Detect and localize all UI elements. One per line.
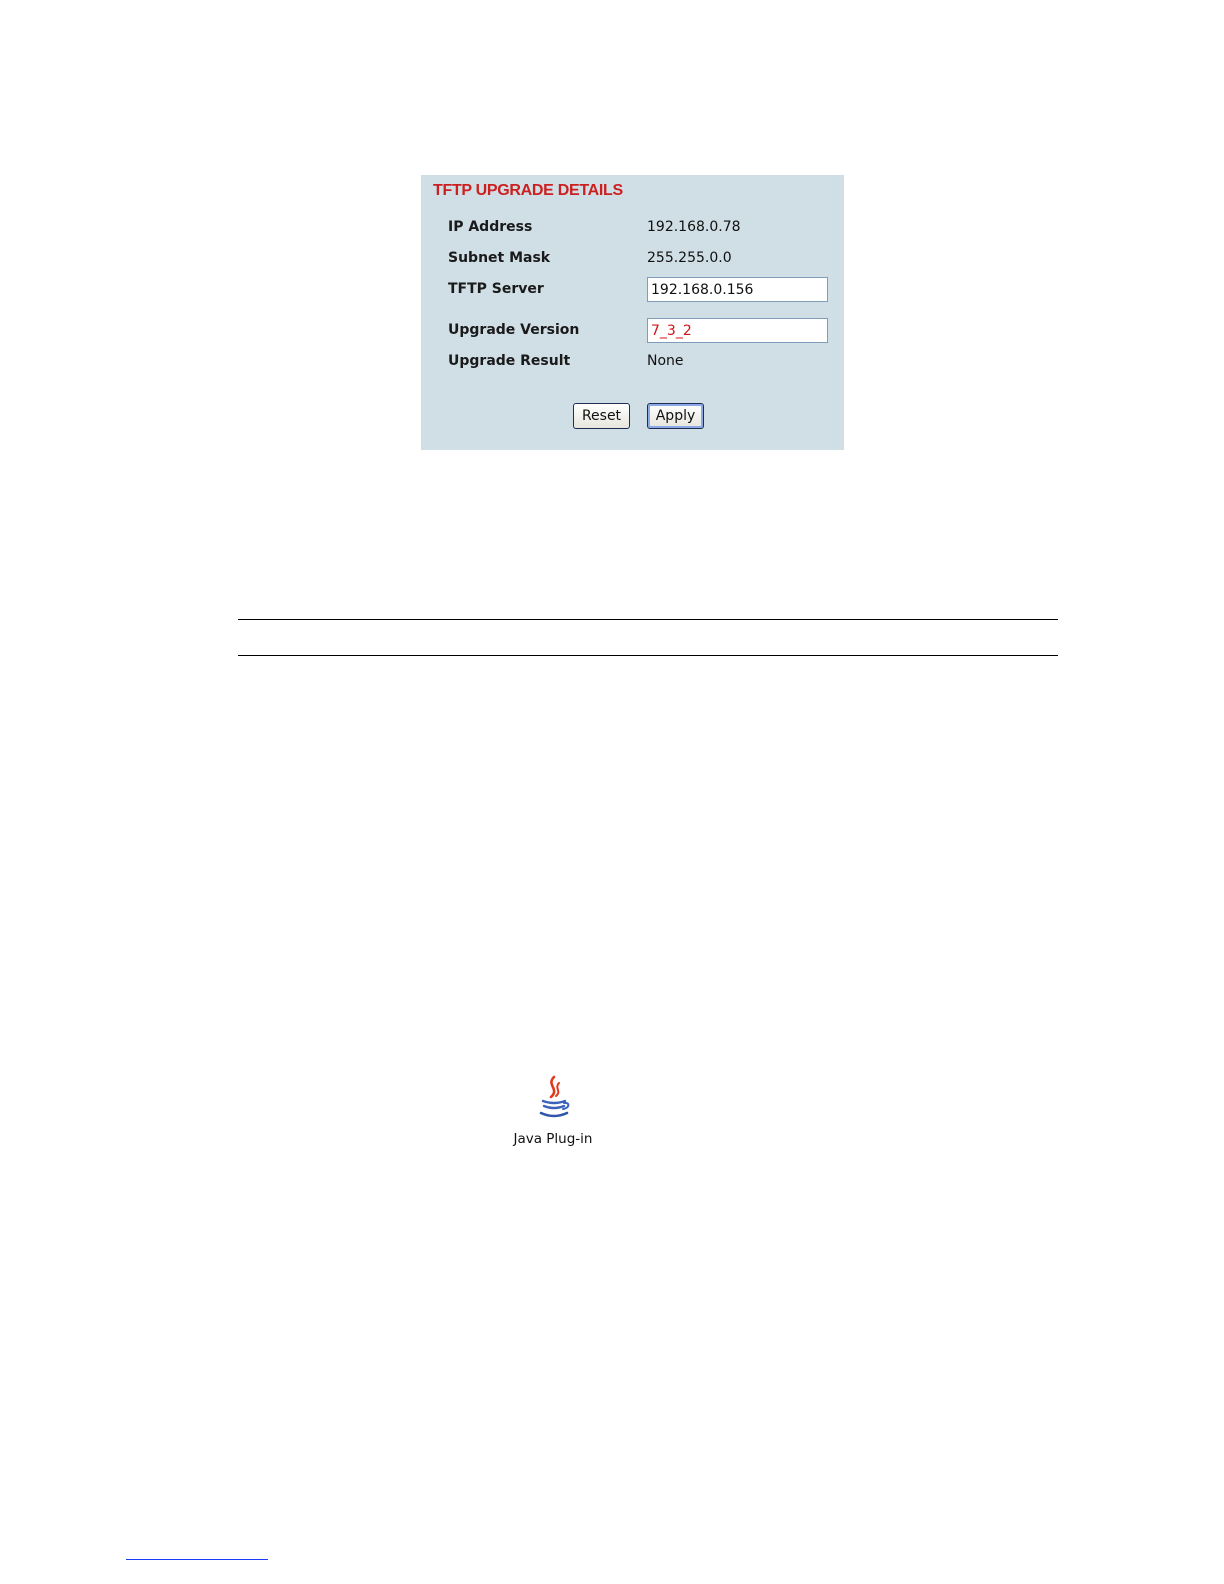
footnote-separator xyxy=(126,1559,268,1560)
upgrade-version-label: Upgrade Version xyxy=(448,322,580,338)
ip-address-value: 192.168.0.78 xyxy=(647,219,741,235)
panel-title: TFTP UPGRADE DETAILS xyxy=(433,182,623,199)
reset-button[interactable]: Reset xyxy=(573,403,630,429)
subnet-mask-value: 255.255.0.0 xyxy=(647,250,732,266)
java-cup-icon xyxy=(536,1075,572,1127)
tftp-server-label: TFTP Server xyxy=(448,281,544,297)
java-plugin-label: Java Plug-in xyxy=(513,1131,593,1147)
java-plugin-desktop-icon[interactable] xyxy=(506,1073,600,1155)
tftp-upgrade-panel xyxy=(421,175,844,450)
apply-button[interactable]: Apply xyxy=(647,403,704,429)
upgrade-result-label: Upgrade Result xyxy=(448,353,571,369)
upgrade-version-input[interactable] xyxy=(647,318,828,343)
upgrade-result-value: None xyxy=(647,353,684,369)
subnet-mask-label: Subnet Mask xyxy=(448,250,551,266)
table-top-rule xyxy=(238,619,1058,620)
table-bottom-rule xyxy=(238,655,1058,656)
tftp-server-input[interactable] xyxy=(647,277,828,302)
ip-address-label: IP Address xyxy=(448,219,533,235)
